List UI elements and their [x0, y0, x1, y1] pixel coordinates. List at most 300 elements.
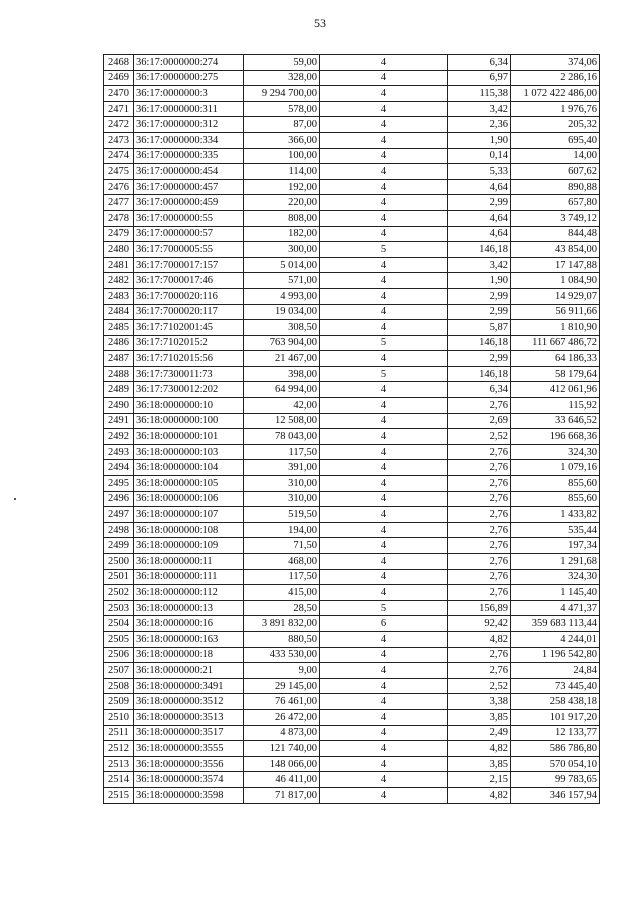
cadastral-value-cell: 535,44: [511, 522, 600, 538]
area-cell: 100,00: [244, 148, 320, 164]
area-cell: 9 294 700,00: [244, 86, 320, 102]
group-cell: 4: [320, 444, 448, 460]
group-cell: 4: [320, 210, 448, 226]
cadastral-number-cell: 36:17:0000000:457: [134, 179, 244, 195]
cadastral-number-cell: 36:18:0000000:3491: [134, 678, 244, 694]
cadastral-value-cell: 412 061,96: [511, 382, 600, 398]
specific-value-cell: 2,76: [448, 554, 511, 570]
cadastral-number-cell: 36:17:7102015:2: [134, 335, 244, 351]
table-row: [104, 585, 600, 601]
row-number-cell: 2486: [104, 335, 134, 351]
area-cell: 117,50: [244, 569, 320, 585]
table-row: [104, 335, 600, 351]
area-cell: 12 508,00: [244, 413, 320, 429]
cadastral-value-cell: 844,48: [511, 226, 600, 242]
row-number-cell: 2510: [104, 709, 134, 725]
cadastral-value-cell: 3 749,12: [511, 210, 600, 226]
area-cell: 117,50: [244, 444, 320, 460]
table-row: [104, 351, 600, 367]
row-number-cell: 2502: [104, 585, 134, 601]
row-number-cell: 2513: [104, 756, 134, 772]
row-number-cell: 2487: [104, 351, 134, 367]
group-cell: 5: [320, 242, 448, 258]
row-number-cell: 2475: [104, 164, 134, 180]
row-number-cell: 2509: [104, 694, 134, 710]
area-cell: 29 145,00: [244, 678, 320, 694]
cadastral-value-cell: 99 783,65: [511, 772, 600, 788]
table-row: [104, 320, 600, 336]
cadastral-value-cell: 14 929,07: [511, 288, 600, 304]
cadastral-number-cell: 36:18:0000000:104: [134, 460, 244, 476]
table-row: [104, 210, 600, 226]
area-cell: 366,00: [244, 132, 320, 148]
cadastral-number-cell: 36:18:0000000:3556: [134, 756, 244, 772]
cadastral-number-cell: 36:17:0000000:55: [134, 210, 244, 226]
cadastral-value-cell: 324,30: [511, 569, 600, 585]
specific-value-cell: 3,38: [448, 694, 511, 710]
specific-value-cell: 92,42: [448, 616, 511, 632]
table-row: [104, 429, 600, 445]
area-cell: 4 873,00: [244, 725, 320, 741]
table-row: [104, 725, 600, 741]
specific-value-cell: 4,64: [448, 226, 511, 242]
row-number-cell: 2493: [104, 444, 134, 460]
area-cell: 42,00: [244, 398, 320, 414]
cadastral-value-cell: 73 445,40: [511, 678, 600, 694]
group-cell: 4: [320, 585, 448, 601]
table-row: [104, 756, 600, 772]
group-cell: 4: [320, 476, 448, 492]
area-cell: 64 994,00: [244, 382, 320, 398]
cadastral-number-cell: 36:18:0000000:18: [134, 647, 244, 663]
cadastral-value-cell: 197,34: [511, 538, 600, 554]
group-cell: 4: [320, 179, 448, 195]
row-number-cell: 2491: [104, 413, 134, 429]
cadastral-value-cell: 324,30: [511, 444, 600, 460]
area-cell: 71,50: [244, 538, 320, 554]
table-row: [104, 304, 600, 320]
group-cell: 4: [320, 429, 448, 445]
area-cell: 59,00: [244, 55, 320, 71]
table-row: [104, 554, 600, 570]
table-row: [104, 148, 600, 164]
specific-value-cell: 4,64: [448, 210, 511, 226]
specific-value-cell: 2,99: [448, 304, 511, 320]
specific-value-cell: 2,69: [448, 413, 511, 429]
cadastral-value-cell: 586 786,80: [511, 741, 600, 757]
specific-value-cell: 6,34: [448, 382, 511, 398]
row-number-cell: 2496: [104, 491, 134, 507]
cadastral-number-cell: 36:17:0000000:334: [134, 132, 244, 148]
row-number-cell: 2485: [104, 320, 134, 336]
row-number-cell: 2515: [104, 787, 134, 803]
area-cell: 433 530,00: [244, 647, 320, 663]
table-row: [104, 476, 600, 492]
cadastral-value-cell: 855,60: [511, 491, 600, 507]
specific-value-cell: 2,52: [448, 429, 511, 445]
cadastral-number-cell: 36:17:7000005:55: [134, 242, 244, 258]
table-row: [104, 538, 600, 554]
cadastral-value-cell: 1 433,82: [511, 507, 600, 523]
area-cell: 519,50: [244, 507, 320, 523]
specific-value-cell: 3,42: [448, 101, 511, 117]
cadastral-value-cell: 12 133,77: [511, 725, 600, 741]
group-cell: 4: [320, 554, 448, 570]
area-cell: 571,00: [244, 273, 320, 289]
cadastral-number-cell: 36:17:0000000:311: [134, 101, 244, 117]
cadastral-number-cell: 36:18:0000000:3517: [134, 725, 244, 741]
specific-value-cell: 1,90: [448, 132, 511, 148]
cadastral-value-cell: 14,00: [511, 148, 600, 164]
cadastral-number-cell: 36:17:0000000:275: [134, 70, 244, 86]
cadastral-value-cell: 64 186,33: [511, 351, 600, 367]
cadastral-number-cell: 36:17:7000017:157: [134, 257, 244, 273]
specific-value-cell: 2,76: [448, 522, 511, 538]
table-row: [104, 491, 600, 507]
row-number-cell: 2476: [104, 179, 134, 195]
group-cell: 4: [320, 226, 448, 242]
row-number-cell: 2498: [104, 522, 134, 538]
row-number-cell: 2506: [104, 647, 134, 663]
row-number-cell: 2472: [104, 117, 134, 133]
cadastral-value-cell: 101 917,20: [511, 709, 600, 725]
specific-value-cell: 4,82: [448, 741, 511, 757]
area-cell: 308,50: [244, 320, 320, 336]
area-cell: 114,00: [244, 164, 320, 180]
table-row: [104, 772, 600, 788]
cadastral-value-cell: 1 291,68: [511, 554, 600, 570]
cadastral-number-cell: 36:18:0000000:3513: [134, 709, 244, 725]
table-row: [104, 741, 600, 757]
specific-value-cell: 2,76: [448, 444, 511, 460]
group-cell: 4: [320, 273, 448, 289]
group-cell: 4: [320, 101, 448, 117]
row-number-cell: 2474: [104, 148, 134, 164]
cadastral-number-cell: 36:17:7000020:116: [134, 288, 244, 304]
table-row: [104, 366, 600, 382]
area-cell: 148 066,00: [244, 756, 320, 772]
row-number-cell: 2503: [104, 600, 134, 616]
table-row: [104, 257, 600, 273]
cadastral-number-cell: 36:18:0000000:11: [134, 554, 244, 570]
area-cell: 763 904,00: [244, 335, 320, 351]
cadastral-number-cell: 36:17:0000000:274: [134, 55, 244, 71]
specific-value-cell: 6,97: [448, 70, 511, 86]
row-number-cell: 2481: [104, 257, 134, 273]
row-number-cell: 2490: [104, 398, 134, 414]
area-cell: 87,00: [244, 117, 320, 133]
table-row: [104, 678, 600, 694]
row-number-cell: 2470: [104, 86, 134, 102]
specific-value-cell: 2,76: [448, 663, 511, 679]
area-cell: 415,00: [244, 585, 320, 601]
group-cell: 4: [320, 164, 448, 180]
area-cell: 3 891 832,00: [244, 616, 320, 632]
cadastral-number-cell: 36:18:0000000:111: [134, 569, 244, 585]
specific-value-cell: 146,18: [448, 242, 511, 258]
cadastral-value-cell: 1 810,90: [511, 320, 600, 336]
group-cell: 4: [320, 725, 448, 741]
specific-value-cell: 2,99: [448, 288, 511, 304]
table-row: [104, 164, 600, 180]
row-number-cell: 2471: [104, 101, 134, 117]
cadastral-number-cell: 36:18:0000000:13: [134, 600, 244, 616]
area-cell: 9,00: [244, 663, 320, 679]
group-cell: 4: [320, 787, 448, 803]
page-number: 53: [314, 16, 326, 30]
area-cell: 21 467,00: [244, 351, 320, 367]
cadastral-value-cell: 890,88: [511, 179, 600, 195]
specific-value-cell: 0,14: [448, 148, 511, 164]
cadastral-number-cell: 36:18:0000000:16: [134, 616, 244, 632]
group-cell: 4: [320, 413, 448, 429]
area-cell: 391,00: [244, 460, 320, 476]
cadastral-value-cell: 115,92: [511, 398, 600, 414]
cadastral-number-cell: 36:17:0000000:459: [134, 195, 244, 211]
specific-value-cell: 2,76: [448, 569, 511, 585]
group-cell: 5: [320, 600, 448, 616]
group-cell: 4: [320, 86, 448, 102]
row-number-cell: 2495: [104, 476, 134, 492]
cadastral-value-cell: 24,84: [511, 663, 600, 679]
area-cell: 310,00: [244, 491, 320, 507]
row-number-cell: 2497: [104, 507, 134, 523]
table-row: [104, 242, 600, 258]
row-number-cell: 2477: [104, 195, 134, 211]
group-cell: 4: [320, 741, 448, 757]
row-number-cell: 2489: [104, 382, 134, 398]
table-row: [104, 647, 600, 663]
row-number-cell: 2468: [104, 55, 134, 71]
table-row: [104, 55, 600, 71]
specific-value-cell: 4,82: [448, 631, 511, 647]
table-row: [104, 195, 600, 211]
specific-value-cell: 4,64: [448, 179, 511, 195]
area-cell: 468,00: [244, 554, 320, 570]
cadastral-value-cell: 17 147,88: [511, 257, 600, 273]
row-number-cell: 2488: [104, 366, 134, 382]
table-row: [104, 382, 600, 398]
area-cell: 880,50: [244, 631, 320, 647]
group-cell: 4: [320, 709, 448, 725]
cadastral-number-cell: 36:17:0000000:3: [134, 86, 244, 102]
table-row: [104, 117, 600, 133]
row-number-cell: 2484: [104, 304, 134, 320]
table-row: [104, 460, 600, 476]
cadastral-number-cell: 36:18:0000000:3555: [134, 741, 244, 757]
table-row: [104, 86, 600, 102]
cadastral-number-cell: 36:17:7000020:117: [134, 304, 244, 320]
cadastral-number-cell: 36:17:7102015:56: [134, 351, 244, 367]
cadastral-number-cell: 36:17:7300012:202: [134, 382, 244, 398]
specific-value-cell: 2,76: [448, 538, 511, 554]
table-row: [104, 288, 600, 304]
specific-value-cell: 6,34: [448, 55, 511, 71]
group-cell: 4: [320, 647, 448, 663]
row-number-cell: 2478: [104, 210, 134, 226]
specific-value-cell: 2,15: [448, 772, 511, 788]
specific-value-cell: 2,36: [448, 117, 511, 133]
cadastral-value-cell: 205,32: [511, 117, 600, 133]
group-cell: 4: [320, 694, 448, 710]
area-cell: 26 472,00: [244, 709, 320, 725]
specific-value-cell: 2,76: [448, 398, 511, 414]
cadastral-number-cell: 36:18:0000000:106: [134, 491, 244, 507]
area-cell: 310,00: [244, 476, 320, 492]
area-cell: 78 043,00: [244, 429, 320, 445]
table-row: [104, 600, 600, 616]
group-cell: 4: [320, 288, 448, 304]
row-number-cell: 2507: [104, 663, 134, 679]
table-row: [104, 444, 600, 460]
specific-value-cell: 3,85: [448, 709, 511, 725]
specific-value-cell: 3,85: [448, 756, 511, 772]
area-cell: 194,00: [244, 522, 320, 538]
cadastral-value-cell: 1 976,76: [511, 101, 600, 117]
group-cell: 4: [320, 304, 448, 320]
cadastral-value-cell: 374,06: [511, 55, 600, 71]
group-cell: 4: [320, 55, 448, 71]
cadastral-value-cell: 359 683 113,44: [511, 616, 600, 632]
group-cell: 4: [320, 398, 448, 414]
group-cell: 4: [320, 257, 448, 273]
cadastral-value-cell: 1 072 422 486,00: [511, 86, 600, 102]
cadastral-number-cell: 36:18:0000000:101: [134, 429, 244, 445]
group-cell: 4: [320, 569, 448, 585]
specific-value-cell: 2,76: [448, 476, 511, 492]
area-cell: 220,00: [244, 195, 320, 211]
specific-value-cell: 146,18: [448, 366, 511, 382]
cadastral-value-cell: 4 471,37: [511, 600, 600, 616]
cadastral-number-cell: 36:17:7300011:73: [134, 366, 244, 382]
group-cell: 4: [320, 678, 448, 694]
group-cell: 5: [320, 335, 448, 351]
cadastral-number-cell: 36:18:0000000:103: [134, 444, 244, 460]
specific-value-cell: 5,33: [448, 164, 511, 180]
row-number-cell: 2494: [104, 460, 134, 476]
cadastral-value-cell: 855,60: [511, 476, 600, 492]
cadastral-number-cell: 36:18:0000000:109: [134, 538, 244, 554]
table-row: [104, 569, 600, 585]
area-cell: 808,00: [244, 210, 320, 226]
group-cell: 4: [320, 320, 448, 336]
table-row: [104, 413, 600, 429]
table-row: [104, 631, 600, 647]
specific-value-cell: 2,76: [448, 585, 511, 601]
cadastral-value-cell: 1 079,16: [511, 460, 600, 476]
cadastral-value-cell: 4 244,01: [511, 631, 600, 647]
group-cell: 4: [320, 538, 448, 554]
row-number-cell: 2473: [104, 132, 134, 148]
cadastral-value-cell: 111 667 486,72: [511, 335, 600, 351]
specific-value-cell: 4,82: [448, 787, 511, 803]
cadastral-number-cell: 36:18:0000000:10: [134, 398, 244, 414]
specific-value-cell: 156,89: [448, 600, 511, 616]
row-number-cell: 2512: [104, 741, 134, 757]
cadastral-number-cell: 36:18:0000000:163: [134, 631, 244, 647]
area-cell: 28,50: [244, 600, 320, 616]
cadastral-value-cell: 33 646,52: [511, 413, 600, 429]
cadastral-number-cell: 36:18:0000000:3598: [134, 787, 244, 803]
table-row: [104, 616, 600, 632]
table-row: [104, 398, 600, 414]
cadastral-number-cell: 36:18:0000000:107: [134, 507, 244, 523]
cadastral-value-cell: 58 179,64: [511, 366, 600, 382]
table-row: [104, 101, 600, 117]
table-row: [104, 70, 600, 86]
specific-value-cell: 2,76: [448, 460, 511, 476]
cadastral-number-cell: 36:18:0000000:100: [134, 413, 244, 429]
row-number-cell: 2483: [104, 288, 134, 304]
area-cell: 578,00: [244, 101, 320, 117]
area-cell: 5 014,00: [244, 257, 320, 273]
cadastral-value-cell: 56 911,66: [511, 304, 600, 320]
row-number-cell: 2505: [104, 631, 134, 647]
table-row: [104, 226, 600, 242]
table-row: [104, 507, 600, 523]
table-row: [104, 694, 600, 710]
cadastral-value-cell: 43 854,00: [511, 242, 600, 258]
cadastral-number-cell: 36:18:0000000:112: [134, 585, 244, 601]
cadastral-number-cell: 36:18:0000000:3512: [134, 694, 244, 710]
area-cell: 121 740,00: [244, 741, 320, 757]
specific-value-cell: 2,99: [448, 195, 511, 211]
group-cell: 4: [320, 117, 448, 133]
area-cell: 46 411,00: [244, 772, 320, 788]
cadastral-value-cell: 346 157,94: [511, 787, 600, 803]
table-row: [104, 273, 600, 289]
specific-value-cell: 3,42: [448, 257, 511, 273]
specific-value-cell: 2,52: [448, 678, 511, 694]
group-cell: 4: [320, 756, 448, 772]
row-number-cell: 2480: [104, 242, 134, 258]
cadastral-number-cell: 36:18:0000000:108: [134, 522, 244, 538]
cadastral-number-cell: 36:17:0000000:454: [134, 164, 244, 180]
row-number-cell: 2514: [104, 772, 134, 788]
row-number-cell: 2469: [104, 70, 134, 86]
specific-value-cell: 2,76: [448, 491, 511, 507]
scan-speck: [14, 498, 16, 500]
cadastral-value-cell: 607,62: [511, 164, 600, 180]
table-row: [104, 132, 600, 148]
cadastral-value-cell: 1 084,90: [511, 273, 600, 289]
cadastral-value-cell: 570 054,10: [511, 756, 600, 772]
group-cell: 4: [320, 663, 448, 679]
row-number-cell: 2508: [104, 678, 134, 694]
cadastral-value-cell: 2 286,16: [511, 70, 600, 86]
area-cell: 398,00: [244, 366, 320, 382]
table-row: [104, 522, 600, 538]
specific-value-cell: 115,38: [448, 86, 511, 102]
group-cell: 4: [320, 70, 448, 86]
area-cell: 328,00: [244, 70, 320, 86]
specific-value-cell: 146,18: [448, 335, 511, 351]
cadastral-value-cell: 258 438,18: [511, 694, 600, 710]
group-cell: 4: [320, 772, 448, 788]
row-number-cell: 2504: [104, 616, 134, 632]
specific-value-cell: 5,87: [448, 320, 511, 336]
specific-value-cell: 2,49: [448, 725, 511, 741]
cadastral-value-table: [103, 54, 600, 804]
specific-value-cell: 2,76: [448, 507, 511, 523]
specific-value-cell: 1,90: [448, 273, 511, 289]
table-row: [104, 663, 600, 679]
row-number-cell: 2501: [104, 569, 134, 585]
group-cell: 4: [320, 491, 448, 507]
row-number-cell: 2499: [104, 538, 134, 554]
cadastral-number-cell: 36:18:0000000:3574: [134, 772, 244, 788]
cadastral-value-cell: 1 145,40: [511, 585, 600, 601]
